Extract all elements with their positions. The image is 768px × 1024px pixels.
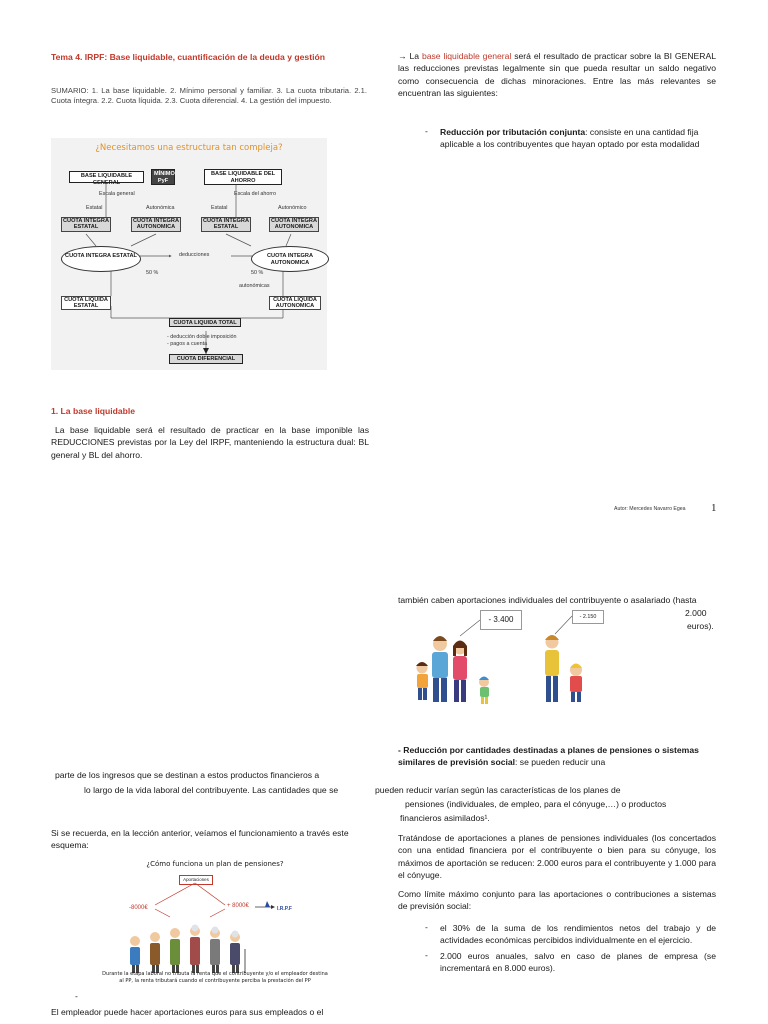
- cuota-diferencial: CUOTA DIFERENCIAL: [169, 354, 243, 364]
- right-text-line-1: pueden reducir varían según las características de los planes de: [375, 785, 621, 795]
- dash-mark: -: [75, 991, 78, 1001]
- pagos-cuenta-text: pagos a cuenta: [170, 341, 208, 347]
- pct-left-label: 50 %: [146, 270, 159, 276]
- bullet-2: 2.000 euros anuales, salvo en caso de planes de empresa (se incrementará en 8.000 euros).: [440, 951, 716, 974]
- right-text-line-2: pensiones (individuales, de empleo, para el cónyuge,…) o productos: [405, 799, 667, 809]
- estatal-label-1: Estatal: [86, 205, 103, 211]
- pagos-cuenta-label: [167, 341, 207, 347]
- autonomicas-label: autonómicas: [239, 283, 270, 289]
- pension-caption: Durante la etapa laboral no tributa la renta que el contribuyente y/o el empleador destina al PP, la renta tributará cuando el contribuyente perciba la prestación del PP: [102, 971, 328, 984]
- estatal-label-2: Estatal: [211, 205, 228, 211]
- minus-8000: -8000€: [129, 905, 148, 911]
- footer-author: Autor: Mercedes Navarro Egea: [614, 506, 686, 512]
- arrow-icon: →: [398, 51, 407, 61]
- intro-post: será el resultado de practicar sobre la BI GENERAL las reducciones previstas legalmente sin que pueda resultar un saldo negativo como consecuencia de dichas minoraciones. Entre las más relevantes se encuentran las siguientes:: [398, 51, 716, 99]
- aportaciones-amount: 2.000: [685, 608, 707, 618]
- deduccion-doble-text: deducción doble imposición: [170, 334, 237, 340]
- reduccion-conjunta-text: : consiste en una cantidad fija aplicable a los contribuyentes que hayan optado por esta modalidad: [440, 127, 700, 150]
- cuota-liquida-estatal: CUOTA LIQUIDA ESTATAL: [61, 296, 111, 310]
- aportaciones-individuales: también caben aportaciones individuales del contribuyente o asalariado (hasta: [398, 595, 697, 605]
- reduccion-conjunta-title: Reducción por tributación conjunta: [440, 127, 586, 137]
- plus-8000: + 8000€: [227, 903, 249, 909]
- oval-cuota-integra-estatal: CUOTA INTEGRA ESTATAL: [61, 246, 141, 272]
- intro-pre: La: [409, 51, 420, 61]
- reduccion-conjunta: [440, 126, 716, 151]
- autonomico-label-2: Autonómico: [278, 205, 307, 211]
- cuota-liquida-autonomica: CUOTA LIQUIDA AUTONOMICA: [269, 296, 321, 310]
- pension-plan-illustration: [95, 857, 335, 991]
- pension-title: ¿Cómo funciona un plan de pensiones?: [146, 860, 284, 868]
- bullet-1: el 30% de la suma de los rendimientos netos del trabajo y de actividades económicas percibidos individualmente en el ejercicio.: [440, 923, 716, 946]
- planes-pensiones-rest: : se pueden reducir una: [515, 757, 606, 768]
- aportaciones-euros: euros).: [687, 621, 714, 631]
- recuerda-text: Si se recuerda, en la lección anterior, veíamos el funcionamiento a través este esquema:: [51, 828, 349, 851]
- escala-general-label: Escala general: [99, 191, 135, 197]
- bl-ahorro-box: BASE LIQUIDABLE DEL AHORRO: [204, 169, 282, 185]
- family-figures: [400, 606, 610, 718]
- pct-right-label: 50 %: [251, 270, 264, 276]
- planes-pensiones-heading: [398, 744, 718, 769]
- left-text-line-1: parte de los ingresos que se destinan a estos productos financieros a: [55, 770, 320, 780]
- dash-2: -: [167, 341, 171, 347]
- tratandose-paragraph: Tratándose de aportaciones a planes de pensiones individuales (los concertados con una entidad financiera por el contribuyente o bien para su cónyuge, los máximos de aportación se reducen: 2.000 euros para el contribuyente y 1.000 para el cónyuge.: [398, 833, 716, 881]
- cuota-integra-estatal-2: CUOTA INTEGRA ESTATAL: [203, 218, 249, 231]
- page-2: [0, 560, 768, 1024]
- section-1-body: La base liquidable será el resultado de practicar en la base imponible las REDUCCIONES previstas por la Ley del IRPF, manteniendo la estructura dual: BL general y BL del ahorro.: [51, 425, 369, 460]
- minimo-box: MÍNIMO PyF: [151, 169, 175, 185]
- irpf-brand: I.R.P.F: [277, 906, 292, 912]
- label-2150: - 2.150: [572, 610, 604, 624]
- aportaciones-box: Aportaciones: [179, 875, 213, 885]
- bullet-1-mark: -: [425, 922, 428, 932]
- escala-ahorro-label: Escala del ahorro: [234, 191, 276, 197]
- cuota-liquida-total: CUOTA LIQUIDA TOTAL: [169, 318, 241, 327]
- bullet-dash: -: [425, 126, 428, 136]
- diagram-title: ¿Necesitamos una estructura tan compleja?: [95, 143, 283, 153]
- oval-cuota-integra-autonomica: CUOTA INTEGRA AUTONOMICA: [251, 246, 329, 272]
- label-3400: - 3.400: [480, 610, 522, 630]
- cuota-integra-estatal-1: CUOTA INTEGRA ESTATAL: [63, 218, 109, 231]
- page-number: 1: [711, 502, 717, 514]
- summary: SUMARIO: 1. La base liquidable. 2. Mínimo personal y familiar. 3. La cuota tributaria. 2.1. Cuota íntegra. 2.2. Cuota líquida. 2.3. Cuota diferencial. 4. La gestión del impuesto.: [51, 86, 367, 106]
- cuota-integra-autonomica-1: CUOTA INTEGRA AUTONOMICA: [133, 218, 179, 231]
- bl-general-box: BASE LIQUIDABLE GENERAL: [69, 171, 144, 183]
- family-illustration: [400, 606, 610, 718]
- deduccion-doble-label: [167, 334, 237, 340]
- empleador-text: El empleador puede hacer aportaciones euros para sus empleados o el: [51, 1007, 324, 1017]
- structure-diagram: [51, 138, 327, 370]
- cuota-integra-autonomica-2: CUOTA INTEGRA AUTONOMICA: [271, 218, 317, 231]
- intro-highlight: base liquidable general: [421, 51, 512, 61]
- autonomica-label-1: Autonómica: [146, 205, 175, 211]
- lesson-title: Tema 4. IRPF: Base liquidable, cuantificación de la deuda y gestión: [51, 52, 325, 62]
- left-text-line-2: lo largo de la vida laboral del contribuyente. Las cantidades que se: [84, 785, 339, 795]
- right-text-line-3: financieros asimilados¹.: [400, 813, 490, 823]
- dash-1: -: [167, 334, 171, 340]
- limite-paragraph: Como límite máximo conjunto para las aportaciones o contribuciones a sistemas de previsión social:: [398, 889, 716, 912]
- section-1-title: 1. La base liquidable: [51, 406, 136, 416]
- bl-general-paragraph: [398, 50, 716, 100]
- deducciones-label: deducciones: [179, 252, 210, 258]
- bullet-2-mark: -: [425, 950, 428, 960]
- planes-pensiones-title: - Reducción por cantidades destinadas a planes de pensiones o sistemas similares de previsión social: [398, 745, 699, 768]
